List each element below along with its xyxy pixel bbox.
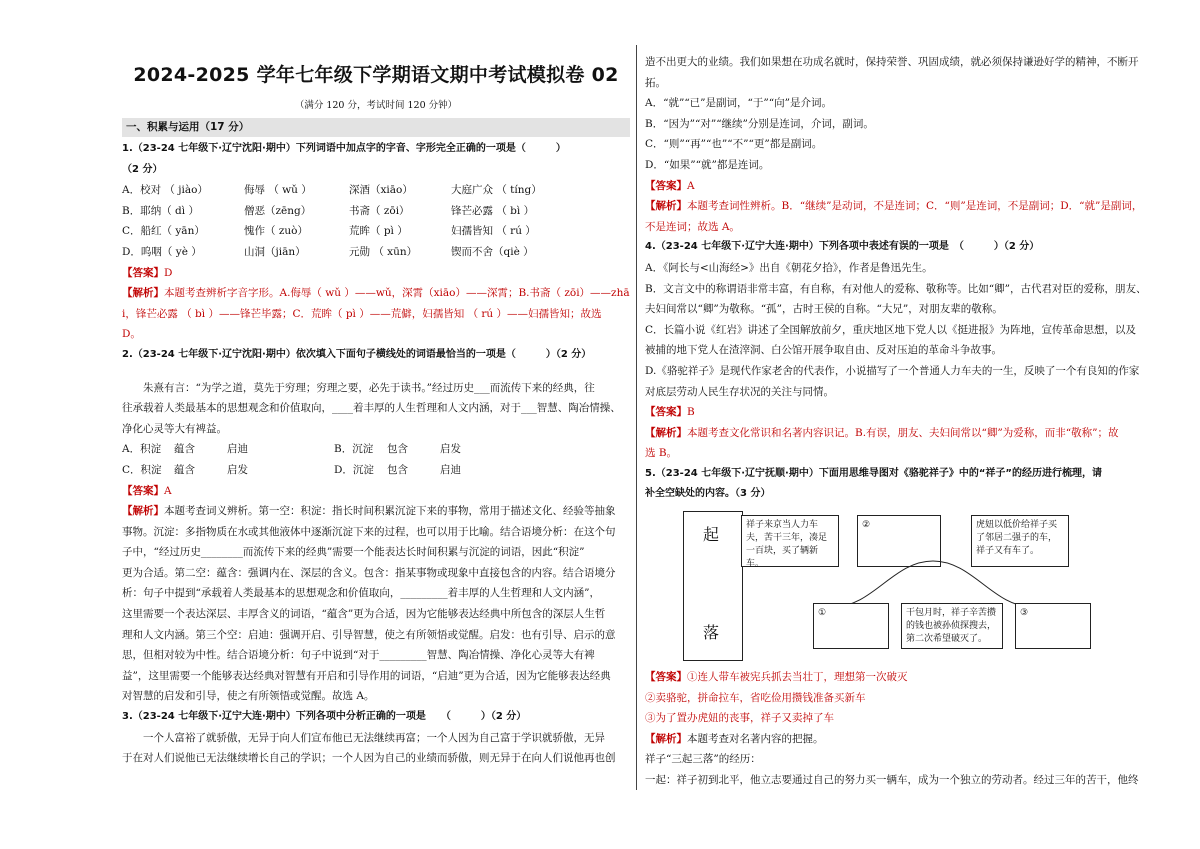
- analysis-line: D。: [122, 328, 141, 341]
- passage-line: 于在对人们说他已无法继续增长自己的学识；一个人因为自己的业绩而骄傲，则无异于在向人们说他再也创: [122, 752, 616, 765]
- option-cell: C．积淀: [122, 463, 162, 476]
- mind-map: [683, 511, 1163, 661]
- analysis-line: 思，但相对较为中性。结合语境分析：句子中说到“对于_________智慧、陶冶情操、净化心灵等大有裨: [122, 649, 595, 662]
- answer-line: [122, 481, 630, 502]
- analysis-line: 理和人文内涵。第三个空：启迪：强调开启、引导智慧，使之有所领悟或觉醒。启发：也有引导、启示的意: [122, 628, 616, 641]
- analysis-label: 【解析】: [122, 505, 164, 518]
- option-cell: 启迪: [227, 443, 248, 456]
- analysis-label: 【解析】: [645, 426, 687, 439]
- option-cell: 蕴含: [174, 463, 195, 476]
- analysis-line: 析：句子中提到“承载着人类最基本的思想观念和价值取向，_________着丰厚的人生哲理和人文内涵”，: [122, 587, 600, 600]
- page-title: 2024-2025 学年七年级下学期语文期中考试模拟卷 02: [133, 64, 619, 86]
- stage-box: 虎妞以低价给祥子买了邻居二强子的车，祥子又有车了。: [971, 515, 1069, 567]
- answer-line: [645, 402, 1150, 423]
- analysis-text: 本题考查词义辨析。第一空：积淀：指长时间积累沉淀下来的事物，常用于描述文化、经验等抽象: [164, 505, 616, 518]
- option-cell: D．呜咽（ yè ）: [122, 245, 202, 258]
- analysis-line: 不是连词；故选 A。: [645, 220, 740, 233]
- analysis-line: 对智慧的启发和引导，使之有所领悟或觉醒。故选 A。: [122, 690, 375, 703]
- passage-line: 朱熹有言：“为学之道，莫先于穷理；穷理之要，必先于读书。”经过历史___而流传下来的经典，往: [143, 381, 595, 394]
- analysis-text: 本题考查辨析字音字形。A.侮辱（ wǔ ）——wǔ，深霄（xiāo）——深霄；B.书斋（ zōi）——zhā: [164, 287, 630, 300]
- answer-label: 【答案】: [645, 179, 687, 192]
- option-line: D．“如果”“就”都是连词。: [645, 158, 770, 171]
- option-cell: A．校对 （ jiào）: [122, 184, 208, 197]
- page-subtitle: （满分 120 分，考试时间 120 分钟）: [294, 100, 458, 111]
- option-line: 被捕的地下党人在渣滓洞、白公馆开展争取自由、反对压迫的革命斗争故事。: [645, 344, 1002, 357]
- stage-box: 祥子来京当人力车夫，苦干三年，凑足一百块，买了辆新车。: [741, 515, 839, 567]
- question-3-stem: 3.（23-24 七年级下·辽宁大连·期中）下列各项中分析正确的一项是 （ ）（2 分）: [122, 711, 527, 723]
- option-cell: D．沉淀: [334, 463, 374, 476]
- analysis-line: 事物。沉淀：多指物质在水或其他液体中逐渐沉淀下来的过程，也可以用于比喻。结合语境分析：在这个句: [122, 525, 616, 538]
- option-cell: 深酒（xiāo）: [349, 184, 413, 197]
- analysis-line: 子中，“经过历史________而流传下来的经典”需要一个能表达长时间积累与沉淀的词语，因此“积淀”: [122, 546, 585, 559]
- answer-value: D: [164, 266, 173, 279]
- answer-label: 【答案】: [122, 484, 164, 497]
- answer-value: A: [164, 484, 172, 497]
- passage-line: 造不出更大的业绩。我们如果想在功成名就时，保持荣誉、巩固成绩，就必须保持谦逊好学的精神，不断开: [645, 56, 1139, 68]
- column-divider: [636, 45, 637, 790]
- analysis-line: 益”，这里需要一个能够表达经典对智慧有开启和引导作用的词语，“启迪”更为合适，因为它能够表达经典: [122, 669, 611, 682]
- left-column: [122, 58, 630, 769]
- option-line: C．长篇小说《红岩》讲述了全国解放前夕，重庆地区地下党人以《挺进报》为阵地，宣传革命思想，以及: [645, 323, 1137, 336]
- answer-value: A: [687, 179, 695, 192]
- analysis-line: 更为合适。第二空：蕴含：强调内在、深层的含义。包含：指某事物或现象中直接包含的内容。结合语境分: [122, 566, 616, 579]
- analysis-line: 一起：祥子初到北平，他立志要通过自己的努力买一辆车，成为一个独立的劳动者。经过三年的苦干，他终: [645, 774, 1139, 787]
- answer-label: 【答案】: [645, 406, 687, 419]
- analysis-line: i，锋芒必露 （ bì ）——锋芒毕露；C．荒眸（ pì ）——荒僻，妇孺皆知 （ rú ）——妇孺皆知；故选: [122, 307, 602, 320]
- analysis-line: 这里需要一个表达深层、丰厚含义的词语，“蕴含”更为合适，因为它能够表达经典中所包含的深层人生哲: [122, 608, 606, 621]
- option-line: C．“则”“再”“也”“不”“更”都是副词。: [645, 138, 823, 151]
- option-cell: 侮辱 （ wǔ ）: [244, 184, 312, 197]
- option-cell: 妇孺皆知 （ rú ）: [451, 225, 536, 238]
- passage-line: 拓。: [645, 76, 666, 89]
- option-cell: C．船红（ yān）: [122, 225, 205, 238]
- question-4-stem: 4.（23-24 七年级下·辽宁大连·期中）下列各项中表述有误的一项是 （ ）（2 分）: [645, 241, 1040, 253]
- answer-value: B: [687, 406, 695, 419]
- option-cell: 锲而不舍（qiè ）: [451, 245, 534, 258]
- question-1-options: [122, 180, 630, 262]
- option-line: A．“就”“已”是副词，“于”“向”是介词。: [645, 97, 833, 110]
- option-cell: 启发: [227, 463, 248, 476]
- analysis-line: [645, 196, 1150, 217]
- analysis-text: 本题考查文化常识和名著内容识记。B.有误，朋友、夫妇间常以“卿”为爱称，而非“敬称”；故: [687, 426, 1119, 439]
- analysis-text: 本题考查对名著内容的把握。: [687, 732, 824, 745]
- option-line: B．“因为”“对”“继续”分别是连词，介词，副词。: [645, 117, 874, 130]
- blank-box-2: ②: [857, 515, 941, 567]
- fall-label: 落: [703, 623, 720, 643]
- analysis-line: [122, 283, 630, 304]
- question-2-options: [122, 439, 630, 480]
- answer-value: ①连人带车被宪兵抓去当壮丁，理想第一次破灭: [687, 671, 908, 684]
- option-cell: 包含: [387, 463, 408, 476]
- analysis-line: [122, 501, 630, 522]
- option-cell: 荒眸（ pì ）: [349, 225, 408, 238]
- question-2-stem: 2.（23-24 七年级下·辽宁沈阳·期中）依次填入下面句子横线处的词语最恰当的一项是（ ）（2 分）: [122, 348, 592, 360]
- blank-box-1: ①: [813, 603, 889, 649]
- option-cell: B．耶纳（ dì ）: [122, 204, 199, 217]
- question-1-score: （2 分）: [122, 163, 163, 175]
- option-cell: 山洞（jiān）: [244, 245, 306, 258]
- answer-label: 【答案】: [122, 266, 164, 279]
- passage-line: 一个人富裕了就骄傲，无异于向人们宣布他已无法继续再富；一个人因为自己富于学识就骄傲，无异: [143, 731, 605, 744]
- answer-line: [645, 176, 1150, 197]
- option-cell: 启迪: [440, 463, 461, 476]
- analysis-line: [645, 729, 1150, 750]
- answer-label: 【答案】: [645, 671, 687, 684]
- question-1-stem: 1.（23-24 七年级下·辽宁沈阳·期中）下列词语中加点字的字音、字形完全正确的一项是（ ）: [122, 143, 566, 154]
- rise-label: 起: [703, 525, 720, 545]
- section-heading: 一、积累与运用（17 分）: [122, 118, 630, 137]
- analysis-line: 选 B。: [645, 447, 678, 460]
- analysis-line: [645, 423, 1150, 444]
- analysis-text: 本题考查词性辨析。B．“继续”是动词，不是连词；C．“则”是连词，不是副词；D．“就”是副词，: [687, 200, 1143, 213]
- stage-box: 干包月时，祥子辛苦攒的钱也被孙侦探搜去，第二次希望破灭了。: [901, 603, 1003, 649]
- passage-line: 往承载着人类最基本的思想观念和价值取向，____着丰厚的人生哲理和人文内涵，对于___智慧、陶冶情操、: [122, 402, 621, 415]
- answer-line: [122, 263, 630, 284]
- option-line: 对底层劳动人民生存状况的关注与同情。: [645, 385, 834, 398]
- option-cell: 锋芒必露 （ bì ）: [451, 204, 535, 217]
- option-line: A．《阿长与<山海经>》出自《朝花夕拾》，作者是鲁迅先生。: [645, 261, 933, 274]
- question-5-stem: 补全空缺处的内容。（3 分）: [645, 488, 771, 500]
- analysis-label: 【解析】: [122, 287, 164, 300]
- option-line: D.《骆驼祥子》是现代作家老舍的代表作，小说描写了一个普通人力车夫的一生，反映了一个有良知的作家: [645, 364, 1140, 377]
- option-line: 夫妇间常以“卿”为敬称。“孤”，古时王侯的自称。“大兄”，对朋友辈的敬称。: [645, 303, 1003, 316]
- option-cell: 愧作（ zuò）: [244, 225, 308, 238]
- analysis-line: 祥子“三起三落”的经历：: [645, 753, 761, 766]
- option-cell: 启发: [440, 443, 461, 456]
- analysis-label: 【解析】: [645, 200, 687, 213]
- right-column: [645, 52, 1150, 791]
- option-cell: B．沉淀: [334, 443, 374, 456]
- blank-box-3: ③: [1015, 603, 1091, 649]
- passage-line: 净化心灵等大有裨益。: [122, 422, 227, 435]
- option-cell: 僧恶（zēng）: [244, 204, 312, 217]
- option-cell: A．积淀: [122, 443, 162, 456]
- option-line: B．文言文中的称谓语非常丰富，有自称，有对他人的爱称、敬称等。比如“卿”，古代君对臣的爱称，朋友、: [645, 282, 1147, 295]
- option-cell: 大庭广众 （ tíng）: [451, 184, 542, 197]
- option-cell: 书斋（ zōi）: [349, 204, 410, 217]
- question-5-stem: 5.（23-24 七年级下·辽宁抚顺·期中）下面用思维导图对《骆驼祥子》中的“祥子”的经历进行梳理，请: [645, 467, 1102, 479]
- analysis-label: 【解析】: [645, 732, 687, 745]
- option-cell: 蕴含: [174, 443, 195, 456]
- option-cell: 包含: [387, 443, 408, 456]
- answer-line: ②卖骆驼，拼命拉车，省吃俭用攒钱准备买新车: [645, 691, 866, 704]
- answer-line: ③为了置办虎妞的丧事，祥子又卖掉了车: [645, 712, 834, 725]
- curve-arc: [833, 559, 1033, 609]
- answer-line: [645, 667, 1150, 688]
- option-cell: 元勋 （ xūn）: [349, 245, 418, 258]
